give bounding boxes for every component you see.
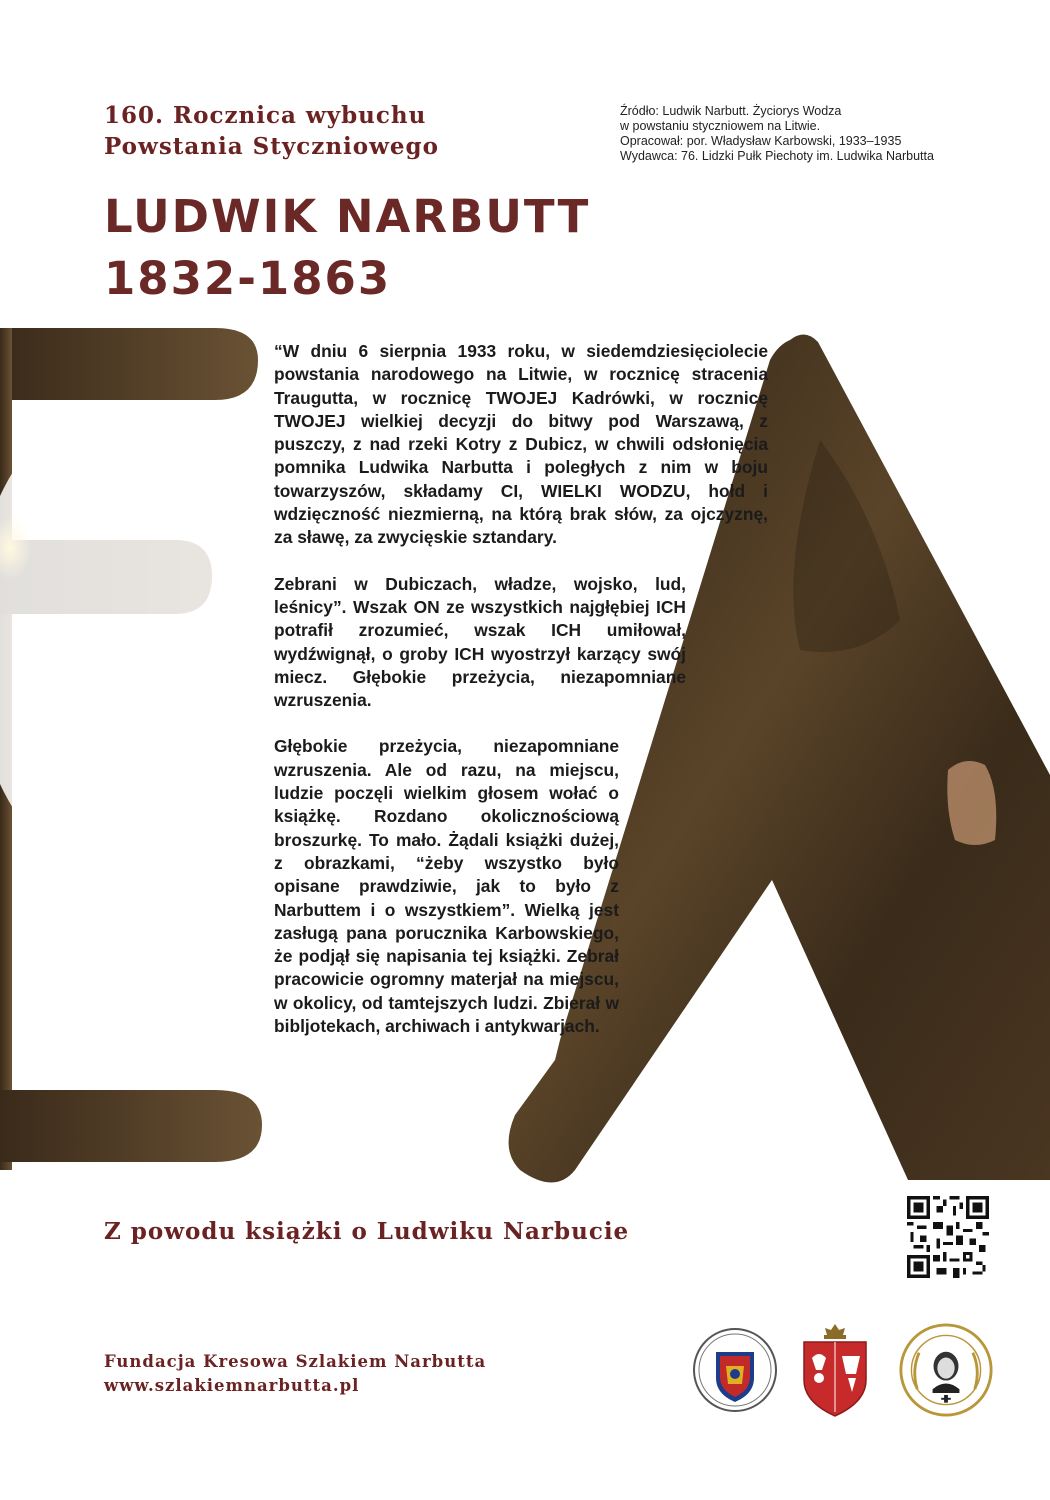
paragraph: Zebrani w Dubiczach, władze, wojsko, lud, leśnicy”. Wszak ON ze wszystkich najgłębiej ICH potrafił zrozumieć, wszak ICH umiłował, wydźwignął, o groby ICH wyostrzył karzący swój miecz. Głębokie przeżycia, niezapomniane wzruszenia. bbox=[274, 573, 686, 711]
website-link[interactable]: www.szlakiemnarbutta.pl bbox=[104, 1376, 360, 1395]
page-title bbox=[104, 186, 724, 310]
coat-of-arms-icon bbox=[800, 1322, 870, 1418]
letter-e-shape bbox=[0, 328, 270, 1170]
subtitle-line-2: Powstania Styczniowego bbox=[104, 133, 439, 160]
article-body bbox=[274, 340, 768, 1061]
paragraph: Głębokie przeżycia, niezapomniane wzruszenia. Ale od razu, na miejscu, ludzie poczęli wielkim głosem wołać o książkę. Rozdano okolicznościową broszurkę. To mało. Żądali książki dużej, z obrazkami, “żeby wszystko było opisane prawdziwie, jak to było z Narbuttem i o wszystkiem”. Wielką jest zasługą pana porucznika Karbowskiego, że podjął się napisania tej książki. Zebrał pracowicie ogromny materjał na miejscu, w okolicy, od tamtejszych ludzi. Zbierał w bibljotekach, archiwach i antykwarjach. bbox=[274, 736, 619, 1037]
source-line: w powstaniu styczniowem na Litwie. bbox=[620, 119, 821, 133]
szlakiem-narbutta-badge-icon bbox=[896, 1322, 996, 1418]
source-line: Wydawca: 76. Lidzki Pułk Piechoty im. Ludwika Narbutta bbox=[620, 149, 934, 163]
footer bbox=[104, 1350, 486, 1398]
subtitle-line-1: 160. Rocznica wybuchu bbox=[104, 102, 427, 129]
lwow-kresy-seal-icon bbox=[692, 1322, 778, 1418]
paragraph: “W dniu 6 sierpnia 1933 roku, w siedemdziesięciolecie powstania narodowego na Litwie, w rocznicę stracenia Traugutta, w rocznicę TWOJEJ Kadrówki, w rocznicę TWOJEJ wielkiej decyzji do bitwy pod Warszawą, z puszczy, z nad rzeki Kotry z Dubicz, w chwili odsłonięcia pomnika Ludwika Narbutta i poległych z nim w boju towarzyszów, składamy CI, WIELKI WODZU, hołd i wdzięczność niezmierną, na którą brak słów, za ojczyznę, za sławę, za zwycięskie sztandary. bbox=[274, 341, 768, 548]
organization-name: Fundacja Kresowa Szlakiem Narbutta bbox=[104, 1352, 487, 1371]
tagline: Z powodu książki o Ludwiku Narbucie bbox=[104, 1218, 630, 1245]
title-name: LUDWIK NARBUTT bbox=[104, 190, 591, 243]
anniversary-subtitle bbox=[104, 100, 524, 162]
source-line: Opracował: por. Władysław Karbowski, 1933–1935 bbox=[620, 134, 902, 148]
qr-code[interactable] bbox=[907, 1196, 989, 1278]
title-years: 1832-1863 bbox=[104, 252, 392, 305]
source-line: Źródło: Ludwik Narbutt. Życiorys Wodza bbox=[620, 104, 842, 118]
source-note bbox=[620, 104, 1040, 164]
